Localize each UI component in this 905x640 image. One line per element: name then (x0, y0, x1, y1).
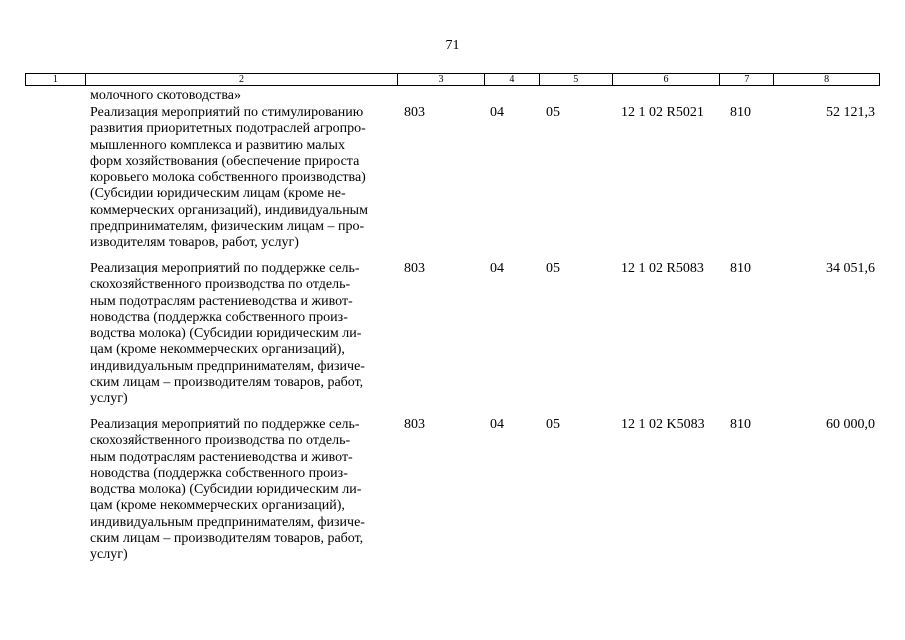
row-amount: 52 121,3 (826, 105, 875, 120)
row-code-ministry: 803 (404, 261, 425, 276)
header-cell-8: 8 (824, 74, 830, 85)
row-code-section: 04 (490, 105, 504, 120)
row-code-ministry: 803 (404, 417, 425, 432)
row-code-expense-type: 810 (730, 105, 751, 120)
row-amount: 34 051,6 (826, 261, 875, 276)
header-cell-3: 3 (398, 74, 485, 85)
header-cell-4: 4 (485, 74, 540, 85)
continuation-text: молочного скотоводства» (90, 88, 241, 103)
row-code-subsection: 05 (546, 105, 560, 120)
row-code-target: 12 1 02 R5021 (621, 105, 704, 120)
header-cell-1: 1 (26, 74, 86, 85)
table-header-row (25, 73, 880, 86)
row-code-section: 04 (490, 261, 504, 276)
row-code-section: 04 (490, 417, 504, 432)
row-code-subsection: 05 (546, 261, 560, 276)
row-amount: 60 000,0 (826, 417, 875, 432)
row-description: Реализация мероприятий по поддержке сель- скохозяйственного производства по отдель- ным подотраслям растениеводства и живот- новодства (поддержка собственного произ- водства молока) (Субсидии юридическим ли- цам (кроме некоммерческих организаций), индивидуальным предпринимателям, физиче- ским лицам – производителям товаров, работ, услуг) (90, 417, 365, 563)
row-code-target: 12 1 02 R5083 (621, 261, 704, 276)
page-number: 71 (445, 38, 460, 53)
header-cell-5: 5 (540, 74, 613, 85)
header-cell-7: 7 (720, 74, 774, 85)
row-code-ministry: 803 (404, 105, 425, 120)
row-code-subsection: 05 (546, 417, 560, 432)
row-code-expense-type: 810 (730, 417, 751, 432)
header-cell-6: 6 (613, 74, 721, 85)
row-description: Реализация мероприятий по стимулированию развития приоритетных подотраслей агропро- мышленного комплекса и развитию малых форм хозяйствования (обеспечение прироста коровьего молока собственного производства) (Субсидии юридическим лицам (кроме не- коммерческих организаций), индивидуальным предпринимателям, физическим лицам – про- изводителям товаров, работ, услуг) (90, 105, 368, 251)
row-code-expense-type: 810 (730, 261, 751, 276)
row-code-target: 12 1 02 K5083 (621, 417, 705, 432)
row-description: Реализация мероприятий по поддержке сель- скохозяйственного производства по отдель- ным подотраслям растениеводства и живот- новодства (поддержка собственного произ- водства молока) (Субсидии юридическим ли- цам (кроме некоммерческих организаций), индивидуальным предпринимателям, физиче- ским лицам – производителям товаров, работ, услуг) (90, 261, 365, 407)
header-cell-2: 2 (86, 74, 398, 85)
